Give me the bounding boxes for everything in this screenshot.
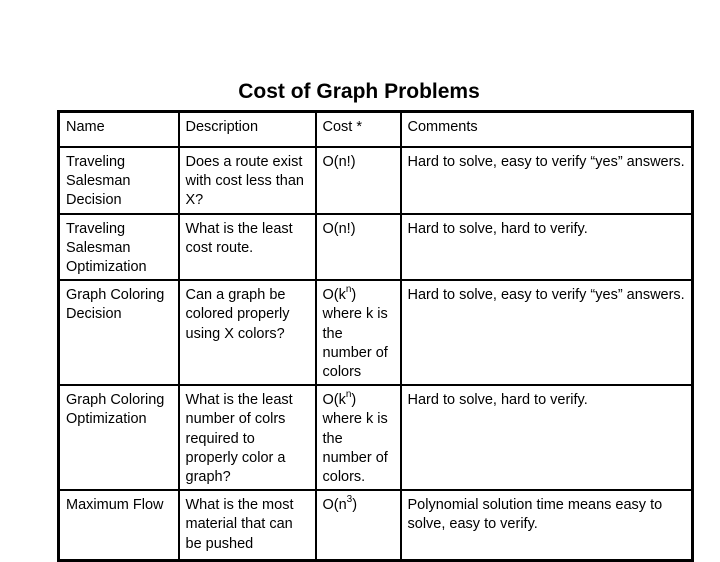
table-row bbox=[59, 280, 693, 385]
cell-name: Graph Coloring Optimization bbox=[59, 385, 179, 490]
slide-title: Cost of Graph Problems bbox=[238, 80, 480, 103]
cost-text: O(n bbox=[322, 497, 347, 514]
cell-cost bbox=[316, 490, 401, 560]
cost-text-suffix: ) bbox=[352, 497, 358, 514]
cost-exponent: n bbox=[345, 389, 352, 401]
cell-description: Does a route exist with cost less than X? bbox=[179, 147, 316, 214]
cell-cost bbox=[316, 214, 401, 281]
cell-cost bbox=[316, 280, 401, 385]
header-comments: Comments bbox=[401, 112, 693, 148]
table-row bbox=[59, 214, 693, 281]
table-row bbox=[59, 385, 693, 490]
header-description: Description bbox=[179, 112, 316, 148]
graph-problems-table bbox=[57, 110, 694, 562]
cell-comments: Hard to solve, easy to verify “yes” answers. bbox=[401, 280, 693, 385]
cost-text-suffix: ) where k is the number of colors bbox=[322, 287, 388, 381]
cell-description: What is the least cost route. bbox=[179, 214, 316, 281]
header-name: Name bbox=[59, 112, 179, 148]
cell-name: Graph Coloring Decision bbox=[59, 280, 179, 385]
cost-exponent: 3 bbox=[346, 494, 353, 506]
cell-description: What is the least number of colrs required to properly color a graph? bbox=[179, 385, 316, 490]
cost-exponent: n bbox=[345, 284, 352, 296]
cell-cost bbox=[316, 147, 401, 214]
cell-comments: Hard to solve, hard to verify. bbox=[401, 385, 693, 490]
cost-text-suffix: ) where k is the number of colors. bbox=[322, 392, 388, 486]
cell-comments: Hard to solve, hard to verify. bbox=[401, 214, 693, 281]
cost-text: O(k bbox=[322, 287, 346, 304]
cell-comments: Polynomial solution time means easy to solve, easy to verify. bbox=[401, 490, 693, 560]
cell-name: Traveling Salesman Decision bbox=[59, 147, 179, 214]
cell-name: Traveling Salesman Optimization bbox=[59, 214, 179, 281]
table-row bbox=[59, 147, 693, 214]
cell-name: Maximum Flow bbox=[59, 490, 179, 560]
cell-comments: Hard to solve, easy to verify “yes” answers. bbox=[401, 147, 693, 214]
cell-description: What is the most material that can be pushed bbox=[179, 490, 316, 560]
table-row bbox=[59, 490, 693, 560]
cost-text: O(n!) bbox=[322, 154, 356, 170]
header-cost: Cost * bbox=[316, 112, 401, 148]
cost-text: O(k bbox=[322, 392, 346, 409]
table-header-row bbox=[59, 112, 693, 148]
cell-description: Can a graph be colored properly using X colors? bbox=[179, 280, 316, 385]
cost-text: O(n!) bbox=[322, 220, 356, 237]
cell-cost bbox=[316, 385, 401, 490]
